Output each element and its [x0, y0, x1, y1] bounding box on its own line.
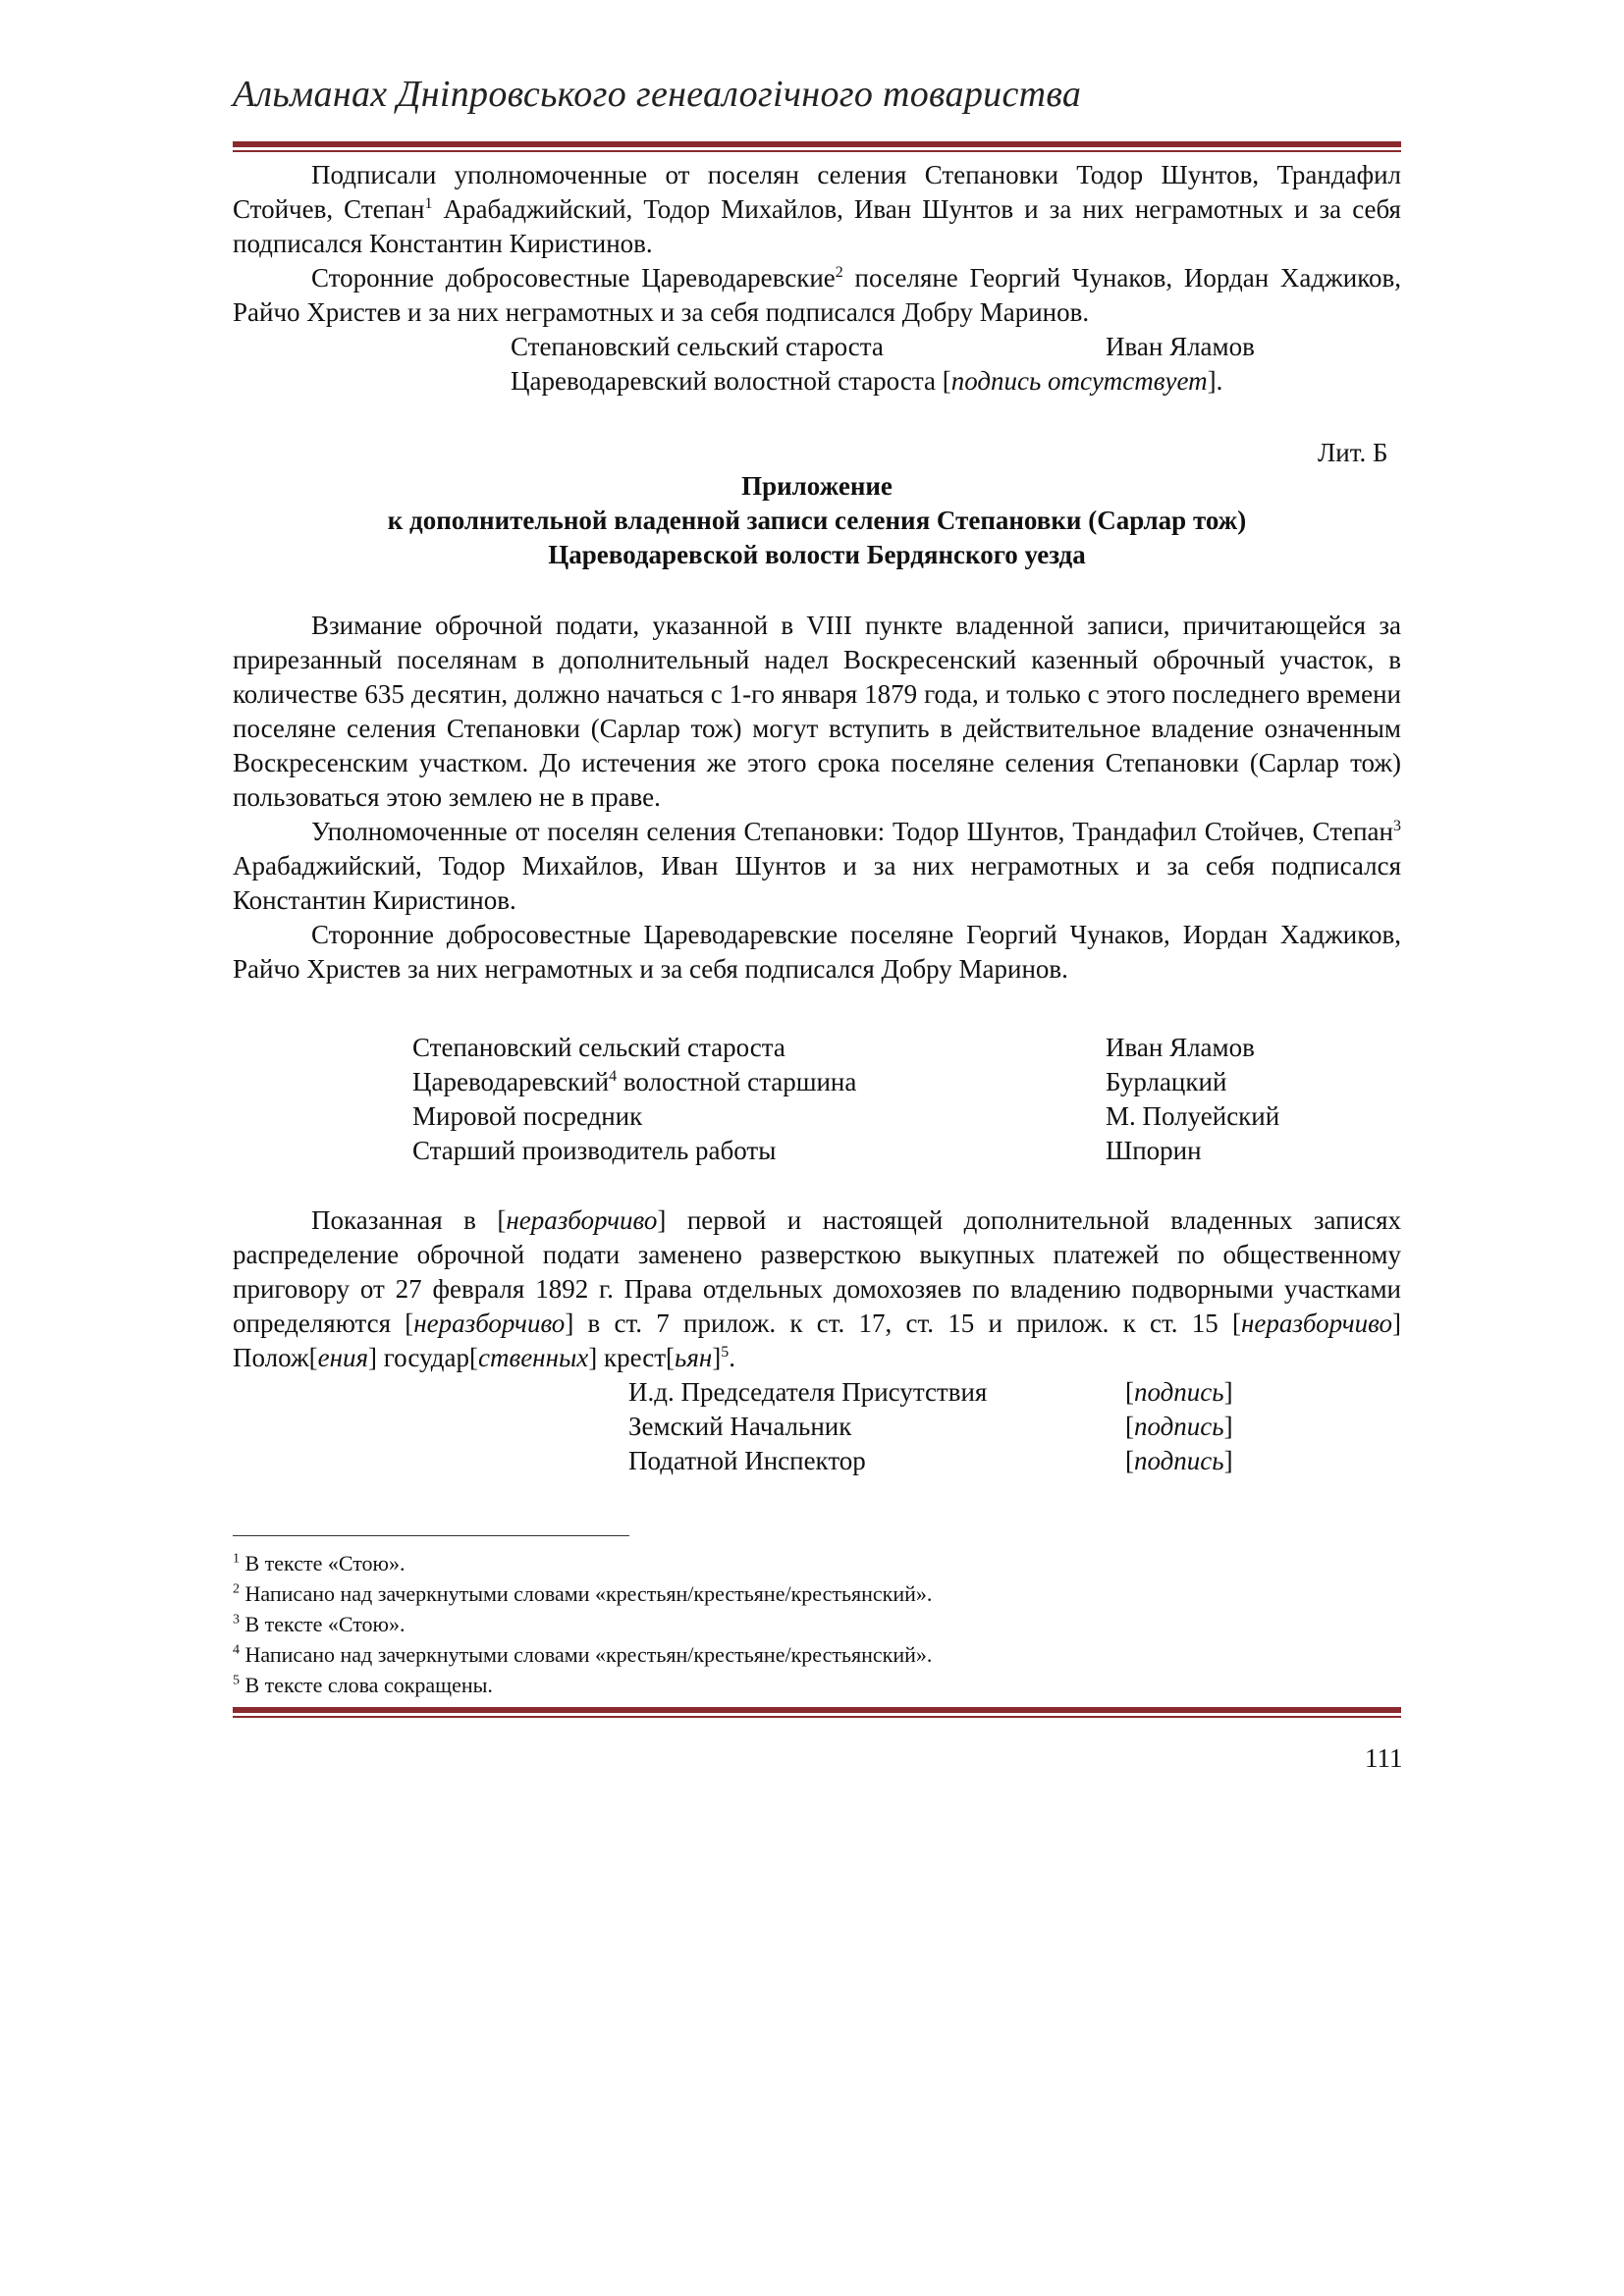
signature-role: Степановский сельский староста [412, 1033, 785, 1062]
paragraph: Подписали уполномоченные от поселян селения Степановки Тодор Шунтов, Трандафил Стойчев, Степан$^1$ Арабаджийский, Тодор Михайлов, Иван Шунтов и за них неграмотных и за себя подписался Константин Киристинов. [233, 160, 1401, 258]
signature-name: Шпорин [1106, 1136, 1202, 1165]
section-appendix-text [233, 609, 1401, 987]
footnote-ref: 3 [1393, 818, 1401, 834]
paragraph: Сторонние добросовестные Цареводаревские$^2$ поселяне Георгий Чунаков, Иордан Хаджиков, Райчо Христев и за них неграмотных и за себя подписался Добру Маринов. [233, 263, 1401, 327]
attachment-label: Лит. Б [1318, 438, 1388, 467]
header-rule-thick [233, 141, 1401, 147]
footnote-separator [233, 1535, 629, 1536]
paragraph: Показанная в [неразборчиво] первой и настоящей дополнительной владенных записях распределение оброчной подати заменено разверсткою выкупных платежей по общественному приговору от 27 февраля 1892 г. Права отдельных домохозяев по владению подворными участками определяются [неразборчиво] в ст. 7 прилож. к ст. 17, ст. 15 и прилож. к ст. 15 [неразборчиво] Полож[ения] государ[ственных] крест[ьян]$^5$. [233, 1205, 1401, 1372]
signature-role: И.д. Председателя Присутствия [628, 1377, 988, 1407]
header-rule-thin [233, 150, 1401, 152]
appendix-title: Приложение [741, 471, 893, 501]
footnote: $^2$ Написано над зачеркнутыми словами «крестьян/крестьяне/крестьянский». [233, 1581, 933, 1606]
footer-rule-thick [233, 1707, 1401, 1713]
page-number: 111 [1365, 1743, 1403, 1773]
signature-role: Податной Инспектор [628, 1446, 866, 1475]
section-signatures-top [233, 158, 1401, 330]
paragraph: Уполномоченные от поселян селения Степановки: Тодор Шунтов, Трандафил Стойчев, Степан$^3$ Арабаджийский, Тодор Михайлов, Иван Шунтов и за них неграмотных и за себя подписался Константин Киристинов. [233, 817, 1401, 915]
signature-role: Старший производитель работы [412, 1136, 777, 1165]
signature-role: Степановский сельский староста [511, 332, 884, 361]
appendix-subtitle: к дополнительной владенной записи селения Степановки (Сарлар тож) [387, 506, 1247, 535]
signature-name: М. Полуейский [1106, 1101, 1280, 1131]
section-redistribution-note [233, 1203, 1401, 1375]
signature-role: Цареводаревский$^4$ волостной старшина [412, 1067, 857, 1096]
signature-line: Цареводаревский волостной староста [подпись отсутствует]. [511, 366, 1223, 396]
footnote-ref: 4 [609, 1068, 618, 1085]
signature-placeholder: [подпись] [1125, 1377, 1233, 1407]
appendix-heading [233, 469, 1401, 572]
signature-placeholder: [подпись] [1125, 1446, 1233, 1475]
appendix-subtitle: Цареводаревской волости Бердянского уезда [548, 540, 1086, 569]
running-header: Альманах Дніпровського генеалогічного товариства [233, 74, 1082, 115]
footnote: $^4$ Написано над зачеркнутыми словами «крестьян/крестьяне/крестьянский». [233, 1642, 933, 1667]
footnote: $^1$ В тексте «Стою». [233, 1551, 406, 1575]
signature-name: Бурлацкий [1106, 1067, 1227, 1096]
signature-placeholder: [подпись] [1125, 1412, 1233, 1441]
paragraph: Сторонние добросовестные Цареводаревские поселяне Георгий Чунаков, Иордан Хаджиков, Райчо Христев за них неграмотных и за себя подписался Добру Маринов. [233, 920, 1401, 984]
signature-name: Иван Яламов [1106, 1033, 1255, 1062]
footnote-ref: 1 [424, 195, 433, 212]
footnote: $^5$ В тексте слова сокращены. [233, 1673, 493, 1697]
signature-role: Мировой посредник [412, 1101, 643, 1131]
paragraph: Взимание оброчной подати, указанной в VIII пункте владенной записи, причитающейся за прирезанный поселянам в дополнительный надел Воскресенский казенный оброчный участок, в количестве 635 десятин, должно начаться с 1-го января 1879 года, и только с этого последнего времени поселяне селения Степановки (Сарлар тож) могут вступить в действительное владение означенным Воскресенским участком. До истечения же этого срока поселяне селения Степановки (Сарлар тож) пользоваться этою землею не в праве. [233, 611, 1401, 812]
footer-rule-thin [233, 1716, 1401, 1718]
footnote-ref: 5 [721, 1344, 730, 1361]
footnote-ref: 2 [835, 264, 843, 281]
signature-name: Иван Яламов [1106, 332, 1255, 361]
signature-role: Земский Начальник [628, 1412, 852, 1441]
footnote: $^3$ В тексте «Стою». [233, 1612, 406, 1636]
